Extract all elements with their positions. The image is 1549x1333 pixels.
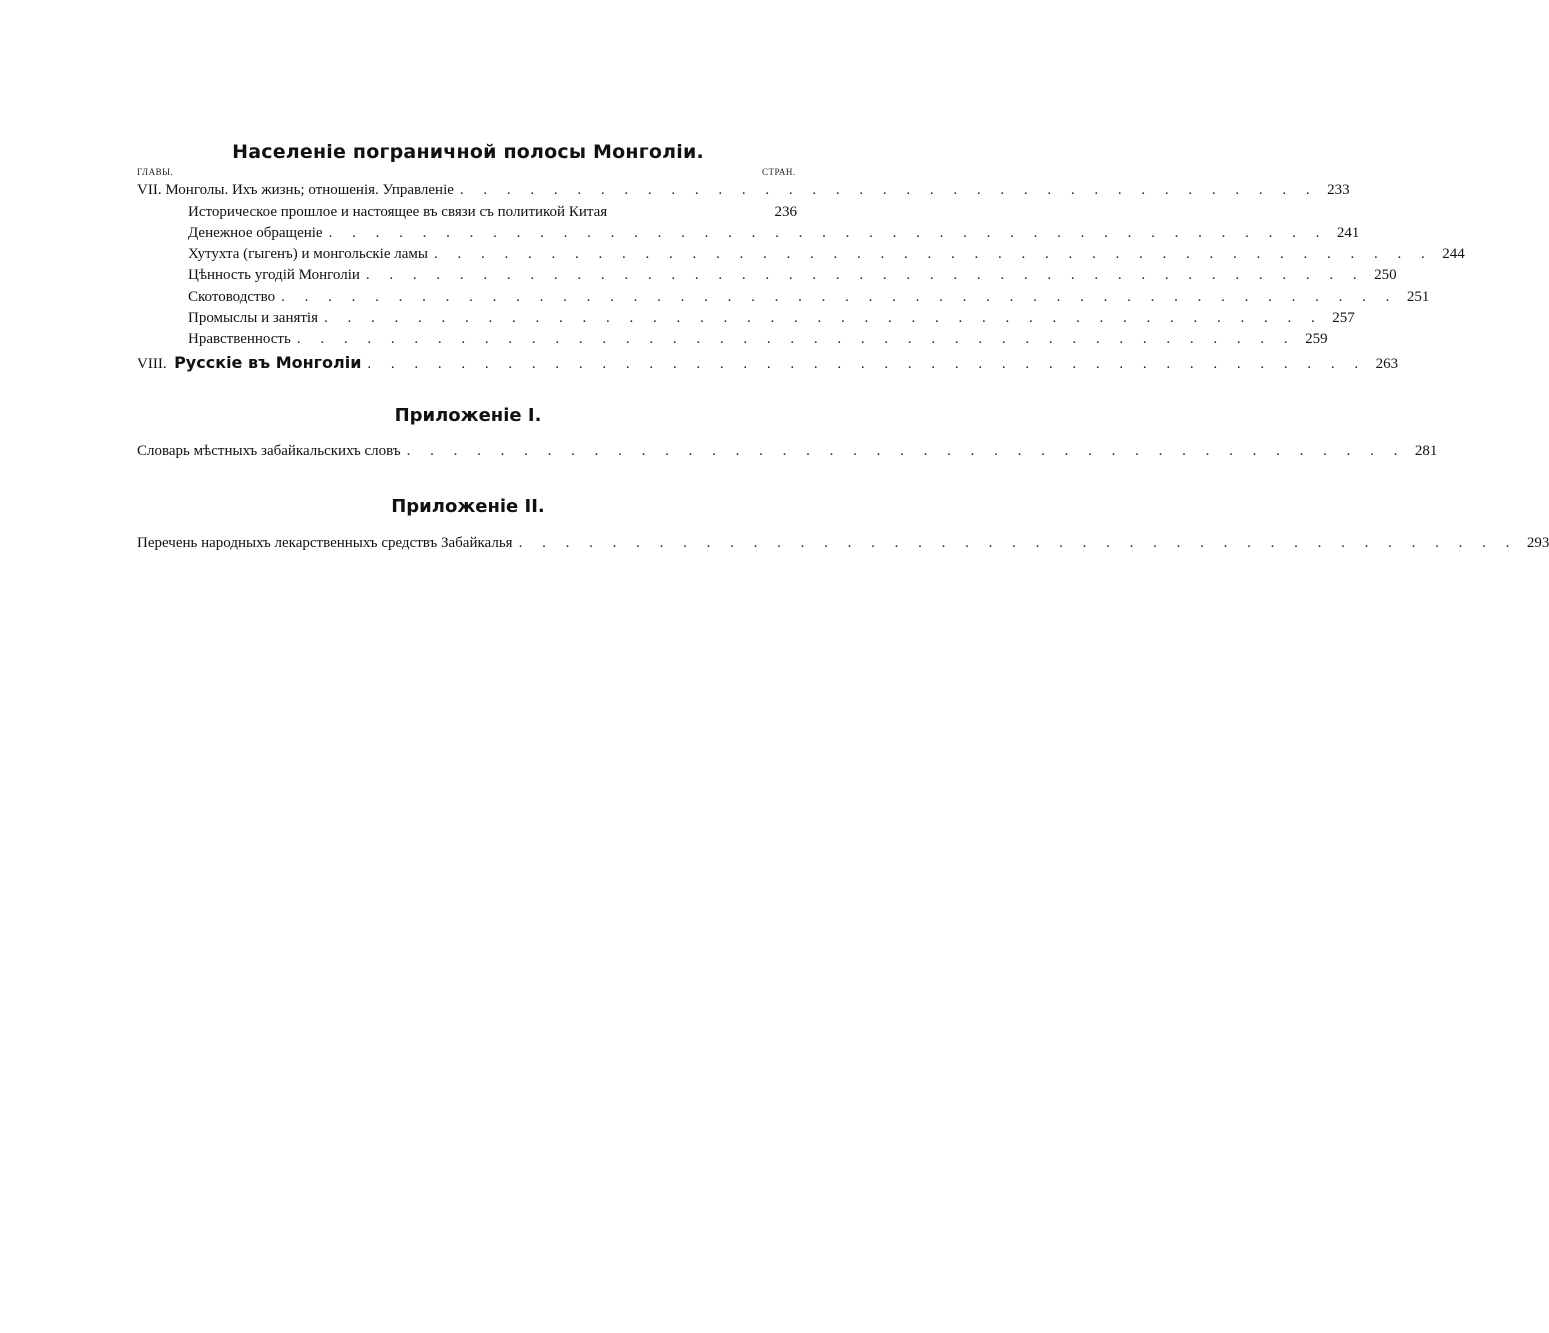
entry-title: Промыслы и занятiя — [188, 310, 318, 326]
entry-title: Перечень народныхъ лекарственныхъ средствъ Забайкалья — [137, 535, 513, 551]
dot-leader: . . . . . . . . . . . . . . . . . . . . . . . . . . . . . . . . . . . . . — [459, 182, 1318, 198]
toc-entry — [188, 202, 797, 223]
page-number: 257 — [1332, 310, 1355, 326]
entry-title: Нравственность — [188, 331, 291, 347]
toc-entry — [188, 223, 1360, 244]
toc-entry — [137, 180, 1350, 201]
entry-title — [137, 352, 361, 375]
entry-title: Цѣнность угодiй Монголiи — [188, 267, 360, 283]
toc-entry — [188, 329, 1328, 350]
entry-title-text: Русскiе въ Монголiи — [174, 353, 362, 372]
page-number: 259 — [1305, 331, 1328, 347]
page-number: 251 — [1406, 289, 1430, 305]
dot-leader: . . . . . . . . . . . . . . . . . . . . . . . . . . . . . . . . . . . . . . . . . . . — [433, 246, 1433, 262]
entry-title: Скотоводство — [188, 289, 276, 305]
entry-title: Словарь мѣстныхъ забайкальскихъ словъ — [137, 443, 401, 459]
page-number: 250 — [1374, 267, 1397, 283]
dot-leader: . . . . . . . . . . . . . . . . . . . . . . . . . . . . . . . . . . . . . . . . . . . — [324, 310, 1323, 326]
toc-entry — [188, 244, 1465, 265]
toc-entry — [137, 352, 1399, 373]
chapter-number: VIII. — [137, 356, 167, 372]
page-number: 236 — [774, 204, 797, 220]
dot-leader: . . . . . . . . . . . . . . . . . . . . . . . . . . . . . . . . . . . . . . . . . . . — [365, 267, 1365, 283]
dot-leader: . . . . . . . . . . . . . . . . . . . . . . . . . . . . . . . . . . . . . . . . . . . — [367, 356, 1367, 372]
appendix-1-heading: Приложенiе I. — [394, 405, 542, 426]
page-number: 293 — [1526, 535, 1549, 551]
entry-title: Хутухта (гыгенъ) и монгольскiе ламы — [188, 246, 428, 262]
toc-entry — [188, 287, 1430, 308]
appendix-2-heading: Приложенiе II. — [391, 496, 545, 517]
toc-entry — [137, 533, 1549, 554]
section-heading: Населенiе пограничной полосы Монголiи. — [232, 141, 704, 163]
column-header-pages: СТРАН. — [762, 167, 796, 177]
entry-title: Денежное обращенiе — [188, 225, 323, 241]
page-number: 241 — [1336, 225, 1360, 241]
page-number: 233 — [1327, 182, 1350, 198]
entry-title — [137, 180, 454, 201]
chapter-number: VII. — [137, 182, 162, 198]
toc-entry — [188, 265, 1397, 286]
dot-leader: . . . . . . . . . . . . . . . . . . . . . . . . . . . . . . . . . . . . . . . . . . . — [328, 225, 1328, 241]
page-number: 281 — [1414, 443, 1438, 459]
dot-leader: . . . . . . . . . . . . . . . . . . . . . . . . . . . . . . . . . . . . . . . . . . . — [296, 331, 1296, 347]
entry-title-text: Монголы. Ихъ жизнь; отношенiя. Управленiе — [165, 182, 454, 198]
dot-leader: . . . . . . . . . . . . . . . . . . . . . . . . . . . . . . . . . . . . . . . . . . . . . . . . — [281, 289, 1398, 305]
dot-leader: . . . . . . . . . . . . . . . . . . . . . . . . . . . . . . . . . . . . . . . . . . . — [406, 443, 1406, 459]
toc-entry — [188, 308, 1355, 329]
column-header-chapters: ГЛАВЫ. — [137, 167, 174, 177]
entry-title: Историческое прошлое и настоящее въ связи съ политикой Китая — [188, 204, 608, 220]
dot-leader: . . . . . . . . . . . . . . . . . . . . . . . . . . . . . . . . . . . . . . . . . . . — [518, 535, 1518, 551]
page-number: 263 — [1375, 356, 1399, 372]
toc-entry — [137, 441, 1438, 462]
page-number: 244 — [1442, 246, 1465, 262]
